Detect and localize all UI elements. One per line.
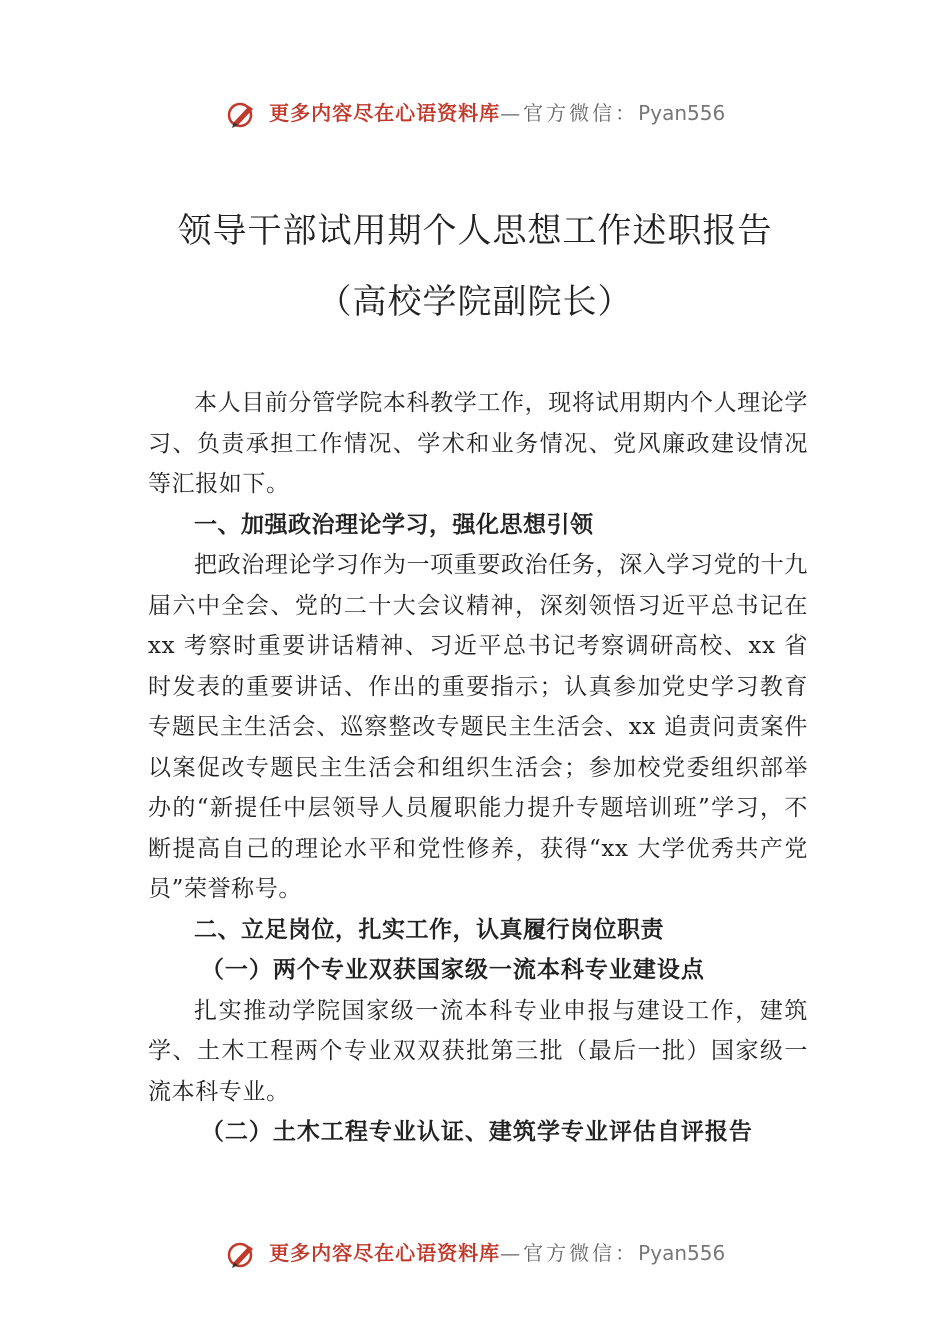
pen-logo-icon	[225, 1240, 259, 1270]
section-1-heading: 一、加强政治理论学习，强化思想引领	[194, 511, 594, 538]
footer-banner	[0, 1238, 950, 1270]
section-1-paragraph: 把政治理论学习作为一项重要政治任务，深入学习党的十九届六中全会、党的二十大会议精神，深刻领悟习近平总书记在 xx 考察时重要讲话精神、习近平总书记考察调研高校、xx 省时发表的重要讲话、作出的重要指示；认真参加党史学习教育专题民主生活会、巡察整改专题民主生活会、xx 追责问责案件以案促改专题民主生活会和组织生活会；参加校党委组织部举办的“新提任中层领导人员履职能力提升专题培训班”学习，不断提高自己的理论水平和党性修养，获得“xx 大学优秀共产党员”荣誉称号。	[148, 552, 808, 902]
wechat-id: Pyan556	[638, 1241, 726, 1265]
library-text: 更多内容尽在心语资料库	[269, 1241, 501, 1265]
wechat-label: 官方微信：	[523, 101, 639, 125]
intro-paragraph: 本人目前分管学院本科教学工作，现将试用期内个人理论学习、负责承担工作情况、学术和业务情况、党风廉政建设情况等汇报如下。	[148, 390, 808, 497]
document-body	[148, 383, 808, 1153]
wechat-id: Pyan556	[638, 101, 726, 125]
subsection-1-paragraph: 扎实推动学院国家级一流本科专业申报与建设工作，建筑学、土木工程两个专业双双获批第三批（最后一批）国家级一流本科专业。	[148, 997, 808, 1105]
library-text: 更多内容尽在心语资料库	[269, 101, 501, 125]
document-subtitle: （高校学院副院长）	[317, 282, 633, 322]
banner-dash: —	[500, 101, 524, 125]
banner-dash: —	[500, 1241, 524, 1265]
wechat-label: 官方微信：	[523, 1241, 639, 1265]
subsection-1-heading: （一）两个专业双获国家级一流本科专业建设点	[200, 956, 705, 983]
header-banner	[0, 98, 950, 130]
section-2-heading: 二、立足岗位，扎实工作，认真履行岗位职责	[194, 916, 664, 943]
pen-logo-icon	[225, 100, 259, 130]
document-title: 领导干部试用期个人思想工作述职报告	[177, 211, 773, 251]
subsection-2-heading: （二）土木工程专业认证、建筑学专业评估自评报告	[200, 1118, 753, 1145]
